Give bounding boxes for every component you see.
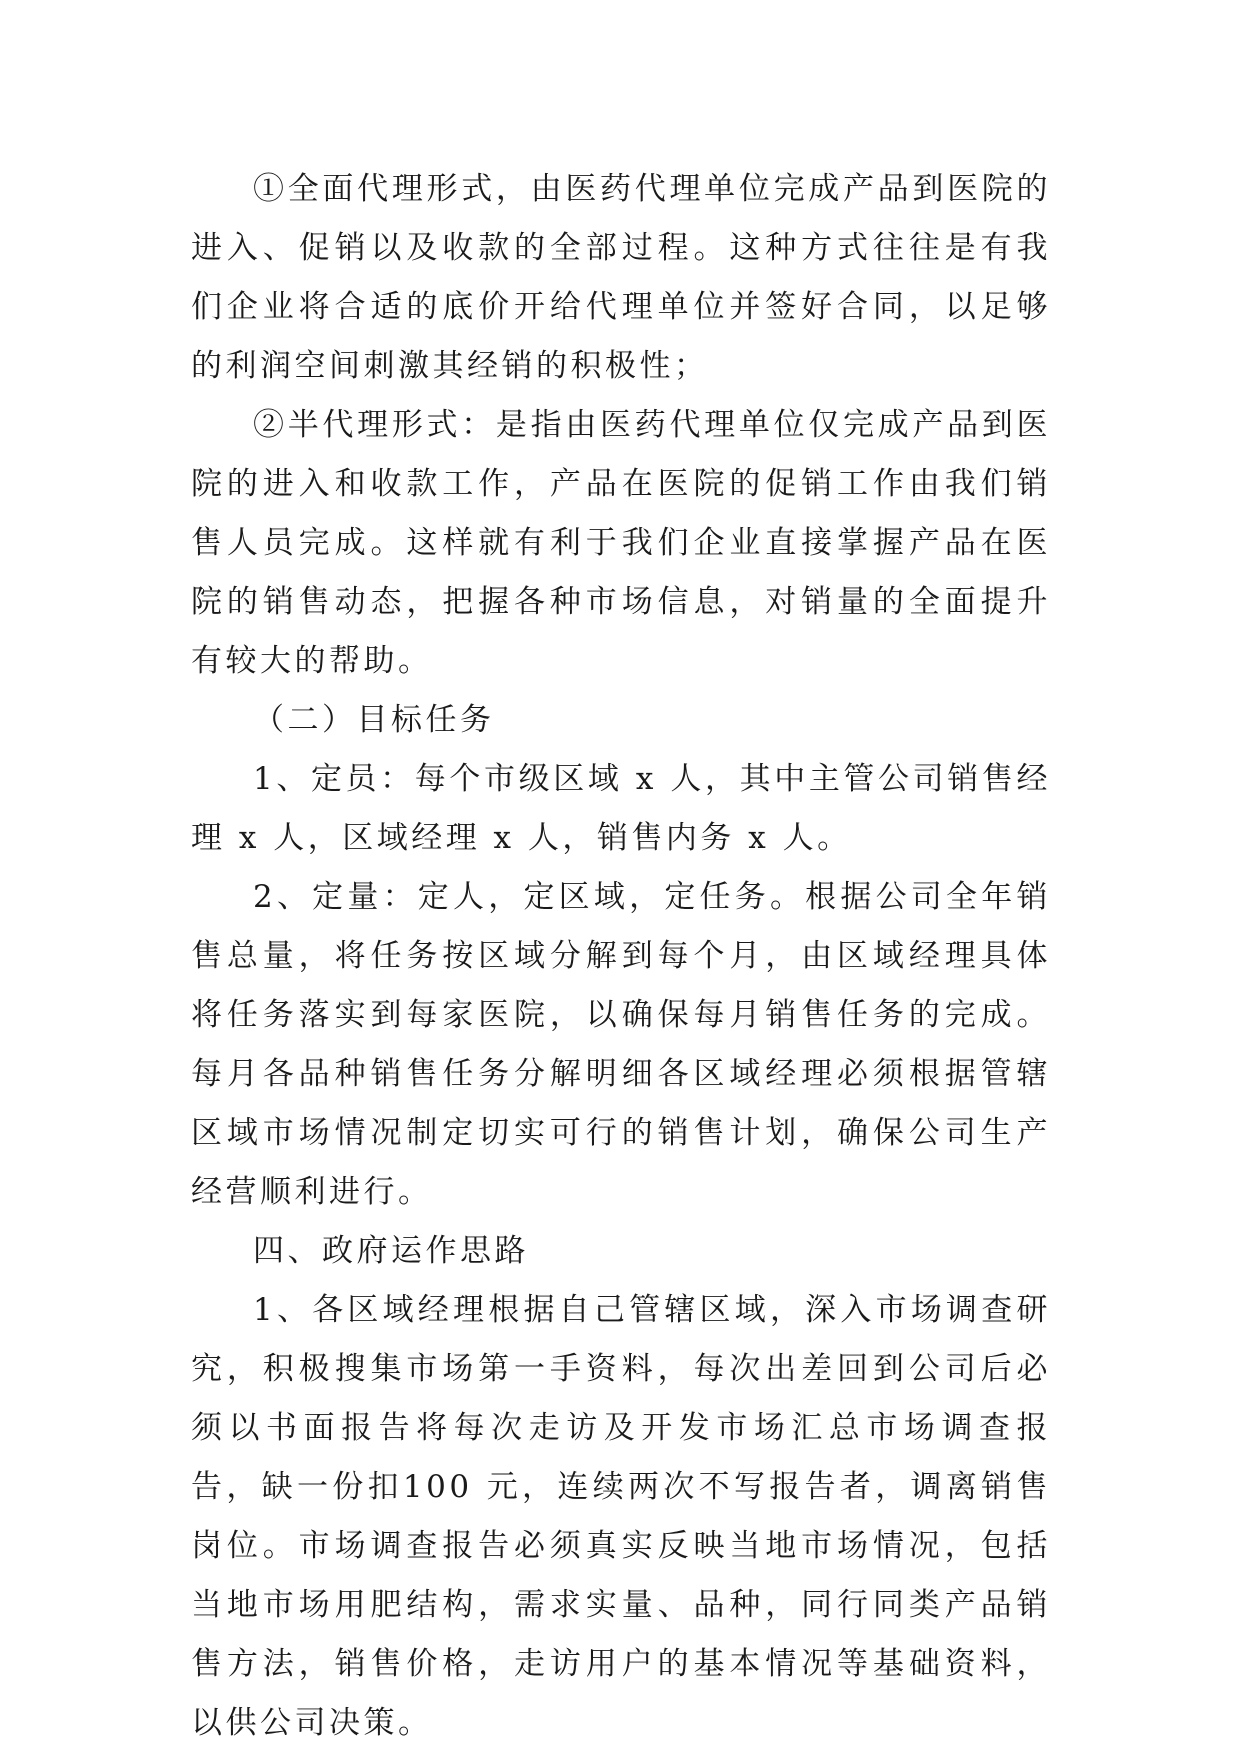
section-heading-targets: （二）目标任务	[253, 702, 495, 738]
paragraph-market-research: 1、各区域经理根据自己管辖区域，深入市场调查研究，积极搜集市场第一手资料，每次出差回到公司后必须以书面报告将每次走访及开发市场汇总市场调查报告，缺一份扣100 元，连续两次不写报告者，调离销售岗位。市场调查报告必须真实反映当地市场情况，包括当地市场用肥结构，需求实量、品种，同行同类产品销售方法，销售价格，走访用户的基本情况等基础资料，以供公司决策。	[191, 1292, 1051, 1741]
document-body	[191, 160, 1051, 1753]
paragraph-full-agency: ①全面代理形式，由医药代理单位完成产品到医院的进入、促销以及收款的全部过程。这种方式往往是有我们企业将合适的底价开给代理单位并签好合同，以足够的利润空间刺激其经销的积极性；	[191, 171, 1051, 384]
paragraph-half-agency: ②半代理形式：是指由医药代理单位仅完成产品到医院的进入和收款工作，产品在医院的促销工作由我们销售人员完成。这样就有利于我们企业直接掌握产品在医院的销售动态，把握各种市场信息，对销量的全面提升有较大的帮助。	[191, 407, 1051, 679]
paragraph-quota: 2、定量：定人，定区域，定任务。根据公司全年销售总量，将任务按区域分解到每个月，由区域经理具体将任务落实到每家医院，以确保每月销售任务的完成。每月各品种销售任务分解明细各区域经理必须根据管辖区域市场情况制定切实可行的销售计划，确保公司生产经营顺利进行。	[191, 879, 1051, 1210]
paragraph-staffing: 1、定员：每个市级区域 x 人，其中主管公司销售经理 x 人，区域经理 x 人，销售内务 x 人。	[191, 761, 1051, 856]
section-heading-government: 四、政府运作思路	[253, 1233, 529, 1269]
